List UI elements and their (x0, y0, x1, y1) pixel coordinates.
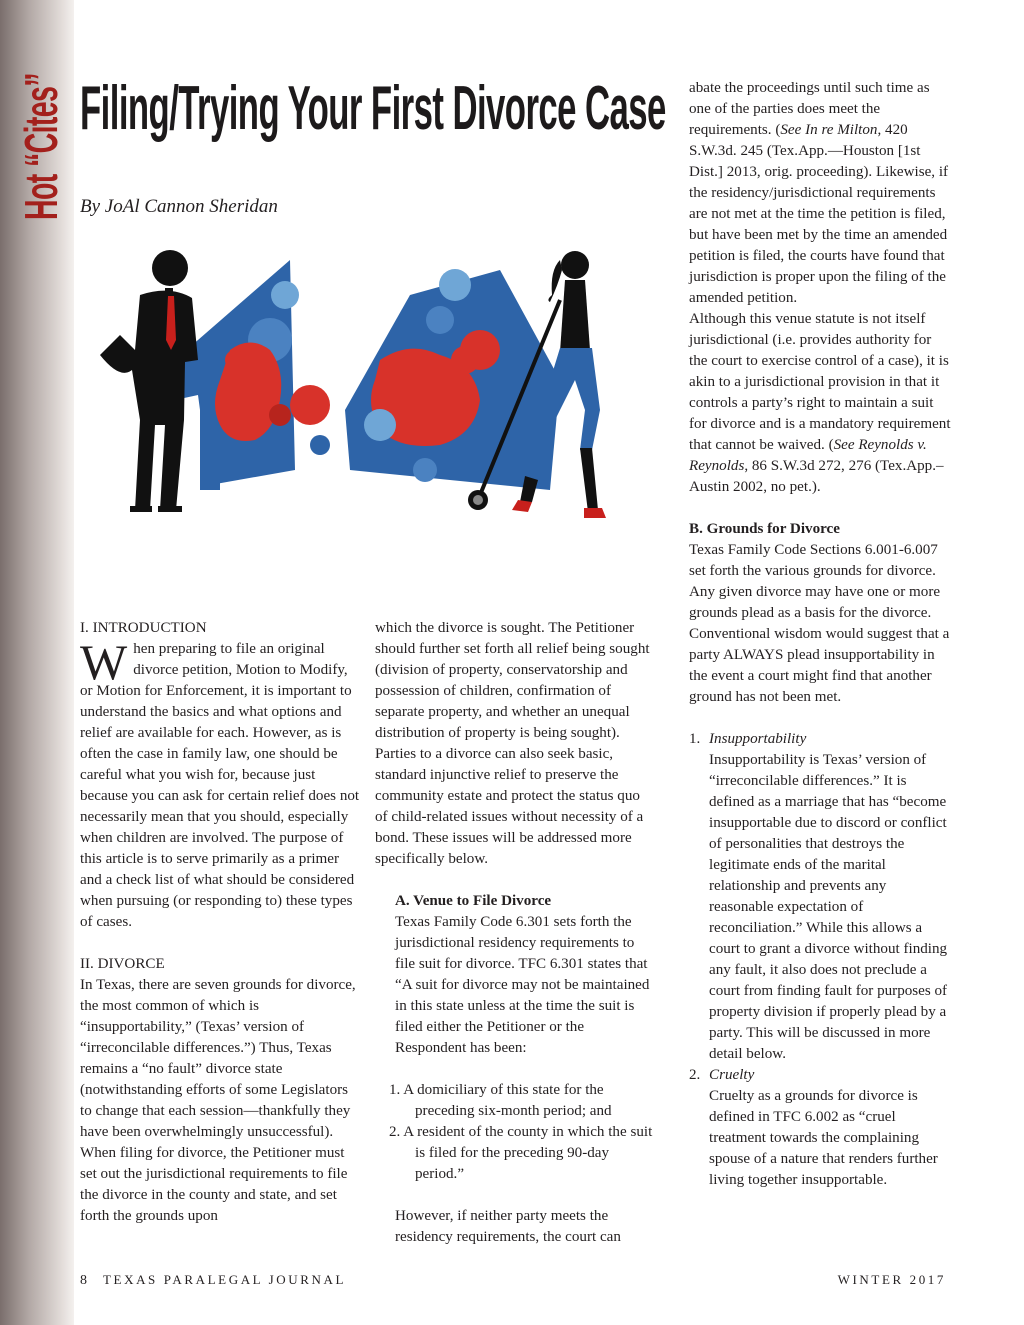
venue-heading: A. Venue to File Divorce (395, 893, 552, 909)
grounds-paragraph: Texas Family Code Sections 6.001-6.007 set forth the various grounds for divorce. Any given divorce may have one or more grounds plead as a basis for the divorce. Conventional wisdom would suggest that a party ALWAYS plead insupportability in the event a court might find that another ground has not been met. (689, 542, 950, 705)
publication-name: TEXAS PARALEGAL JOURNAL (103, 1272, 347, 1287)
however-paragraph: However, if neither party meets the residency requirements, the court can (395, 1208, 621, 1245)
ground-item-cruelty (689, 1065, 951, 1191)
list-item: 2. A resident of the county in which the suit is filed for the preceding 90-day period.” (389, 1124, 653, 1182)
item-text: Insupportability is Texas’ version of “irreconcilable differences.” It is defined as a marriage that has “become insupportable due to discord or conflict of personalities that destroys the legitimate ends of the marital relationship and prevents any reasonable expectation of reconciliation.” While this allows a court to grant a divorce without finding any fault, it also does not preclude a court from finding fault for purposes of property division if properly plead by a party. This will be discussed in more detail below. (709, 752, 948, 1062)
ground-item-insupportability (689, 729, 951, 1065)
item-title: Insupportability (709, 731, 807, 747)
divorce-heading: II. DIVORCE (80, 956, 165, 972)
page-number: 8 (80, 1273, 87, 1288)
venue-statute-paragraph: Although this venue statute is not itself jurisdictional (i.e. provides authority for the court to exercise control of a case), it is akin to a jurisdictional provision in that it controls a party’s right to maintain a suit for divorce and is a mandatory requirement that cannot be waived. (See Reynolds v. Reynolds, 86 S.W.3d 272, 276 (Tex.App.–Austin 2002, no pet.). (689, 311, 951, 495)
column-2 (375, 618, 655, 1248)
left-house-half (175, 260, 330, 490)
grounds-heading: B. Grounds for Divorce (689, 521, 840, 537)
divorce-puzzle-illustration (80, 240, 670, 535)
intro-heading: I. INTRODUCTION (80, 620, 207, 636)
continued-paragraph: which the divorce is sought. The Petitioner should further set forth all relief being sought (division of property, conservatorship and possession of children, confirmation of separate property, and whether an unequal distribution of property is being sought). Parties to a divorce can also seek basic, standard injunctive relief to preserve the community estate and protect the status quo of child-related issues without necessity of a bond. These issues will be addressed more specifically below. (375, 620, 650, 867)
man-silhouette (100, 250, 198, 512)
item-text: Cruelty as a grounds for divorce is defined in TFC 6.002 as “cruel treatment towards the complaining spouse of a nature that renders further living together insupportable. (709, 1088, 938, 1188)
column-1 (80, 618, 360, 1227)
article-title: Filing/Trying Your First Divorce Case (80, 74, 666, 143)
column-3 (689, 78, 951, 1191)
list-item: 1. A domiciliary of this state for the preceding six-month period; and (389, 1082, 612, 1119)
venue-paragraph: Texas Family Code 6.301 sets forth the jurisdictional residency requirements to file suit for divorce. TFC 6.301 states that “A suit for divorce may not be maintained in this state unless at the time the suit is filed either the Petitioner or the Respondent has been: (395, 914, 650, 1056)
case-citation: See In re Milton (780, 122, 878, 138)
abate-paragraph: abate the proceedings until such time as one of the parties does meet the requirements. (See In re Milton, 420 S.W.3d. 245 (Tex.App.—Houston [1st Dist.] 2013, orig. proceeding). Likewise, if the residency/jurisdictional requirements are not met at the time the petition is filed, but have been met by the time an amended petition is filed, the courts have found that jurisdiction is proper upon the filing of the amended petition. (689, 80, 949, 306)
divorce-paragraph: In Texas, there are seven grounds for divorce, the most common of which is “insupportability,” (Texas’ version of “irreconcilable differences.”) Thus, Texas remains a “no fault” divorce state (notwithstanding efforts of some Legislators to change that each session—thankfully they have been overwhelmingly unsuccessful). When filing for divorce, the Petitioner must set out the jurisdictional requirements to file the divorce in the county and state, and set forth the grounds upon (80, 977, 356, 1224)
byline: By JoAl Cannon Sheridan (80, 196, 278, 217)
item-title: Cruelty (709, 1067, 755, 1083)
intro-text: hen preparing to file an original divorce petition, Motion to Modify, or Motion for Enforcement, it is important to understand the basics and what options and relief are available for each. However, as is often the case in family law, one should be careful what you wish for, because just because you can ask for certain relief does not necessarily mean that you should, especially when children are involved. The purpose of this article is to serve primarily as a primer and a check list of what should be considered when pursuing (or responding to) these types of cases. (80, 641, 360, 930)
drop-cap: W (80, 634, 128, 690)
item-number: 1. (689, 731, 701, 747)
issue-date: WINTER 2017 (837, 1272, 946, 1287)
venue-section (375, 891, 655, 1080)
case-citation: See Reynolds v. Reynolds (689, 437, 927, 474)
item-number: 2. (689, 1067, 701, 1083)
footer-left (80, 1272, 346, 1289)
section-label: Hot “Cites” (15, 73, 67, 220)
intro-paragraph (80, 634, 360, 933)
